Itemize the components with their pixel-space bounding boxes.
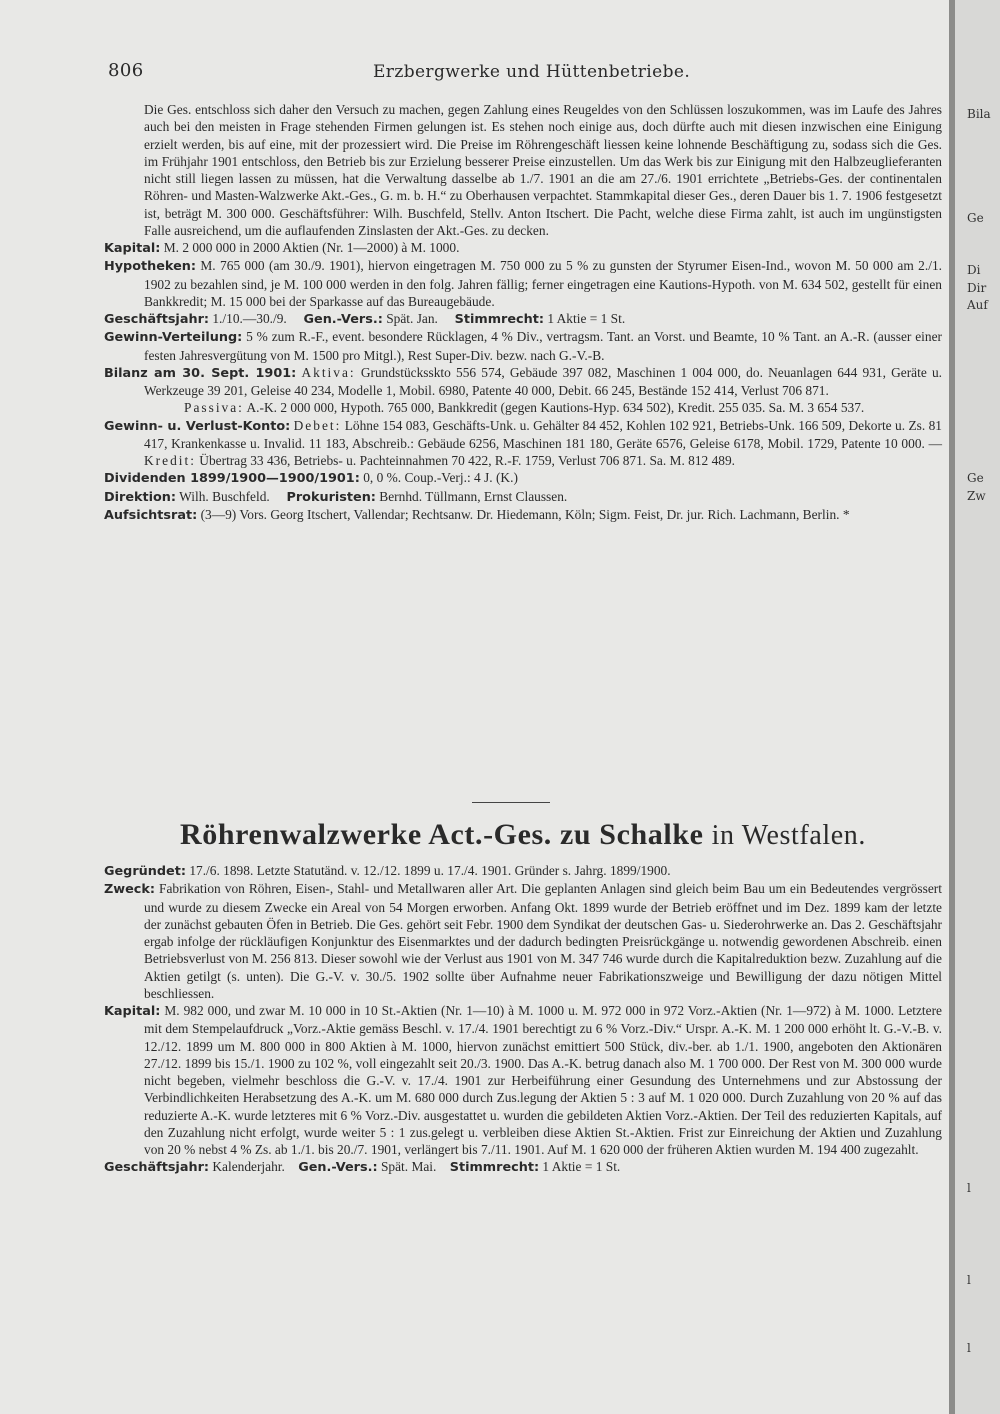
entry-text: 0, 0 %. Coup.-Verj.: 4 J. (K.) xyxy=(363,470,518,486)
entry-text: 1 Aktie = 1 St. xyxy=(547,311,626,326)
entry-label: Kapital: xyxy=(104,1004,161,1019)
section-previous-company xyxy=(104,101,942,524)
margin-fragment: Ge xyxy=(967,211,984,225)
entry-text: 5 % zum R.-F., event. besondere Rücklagen, 4 % Div., vertragsm. Tant. an Vorst. und Beamte, 10 % Tant. an A.-R. (ausser einer festen Jahresvergütung von M. 1500 pro Mitgl.), Rest Super-Div. bezw. nach G.-V.-B. xyxy=(144,329,942,363)
page-header xyxy=(108,60,948,86)
entry-text: Löhne 154 083, Geschäfts-Unk. u. Gehälter 84 452, Kohlen 102 921, Betriebs-Unk. 166 509, Dekorte u. Zs. 81 417, Krankenkasse u. Invalid. 11 183, Abschreib.: Gebäude 6256, Maschinen 181 180, Geräte 6576, Geleise 6178, Mobil. 1729, Patente 10 000. — xyxy=(144,417,942,451)
company-heading xyxy=(104,818,942,852)
entry-label: Zweck: xyxy=(104,882,155,898)
entry-label: Direktion: xyxy=(104,489,177,505)
page-number: 806 xyxy=(108,60,144,81)
margin-fragment: Di xyxy=(967,263,981,277)
entry-aufsichtsrat xyxy=(104,506,942,524)
entry-text: Bernhd. Tüllmann, Ernst Claussen. xyxy=(379,488,568,504)
entry-text: A.-K. 2 000 000, Hypoth. 765 000, Bankkredit (gegen Kautions-Hyp. 634 502), Kredit. 255 035. Sa. M. 3 654 537. xyxy=(246,400,865,416)
margin-fragments xyxy=(963,0,998,1414)
entry-label: Geschäftsjahr: xyxy=(104,1160,209,1176)
passiva-word: Passiva: xyxy=(184,400,244,416)
entry-bilanz xyxy=(104,364,942,400)
entry-label: Gen.-Vers.: xyxy=(303,312,383,327)
entry-direktion xyxy=(104,488,942,506)
kredit-word: Kredit: xyxy=(144,453,196,468)
entry-hypotheken xyxy=(104,257,942,310)
margin-fragment: Ge xyxy=(967,471,984,485)
entry-text: 1./10.—30./9. xyxy=(212,311,287,326)
entry-text: M. 765 000 (am 30./9. 1901), hiervon eingetragen M. 750 000 zu 5 % zu gunsten der Styrumer Eisen-Ind., wovon M. 50 000 am 2./1. 1902 zu bezahlen sind, je M. 100 000 werden in den folg. Jahren fällig; ferner eingetragen eine Kautions-Hypoth. von M. 634 502, gestellt für einen Bankkredit; M. 15 000 bei der Sparkasse auf das Bureaugebäude. xyxy=(144,258,942,309)
intro-paragraph: Die Ges. entschloss sich daher den Versuch zu machen, gegen Zahlung eines Reugeldes von den Schlüssen loszukommen, was im Laufe des Jahres auch bei den meisten in Frage stehenden Firmen gelungen ist. Es stehen noch einige aus, doch dürfte auch mit diesen inzwischen eine Einigung erzielt werden, bis auf eine, mit der prozessiert wird. Die Preise im Röhrengeschäft liessen keine lohnende Beschäftigung zu, sodass sich die Ges. im Frühjahr 1901 entschloss, den Betrieb bis zur Erzielung besserer Preise einzustellen. Um das Werk bis zur Einigung mit den Halbzeuglieferanten nicht still liegen lassen zu müssen, hat die Verwaltung dasselbe ab 1./7. 1901 an die am 27./6. 1901 errichtete „Betriebs-Ges. der continentalen Röhren- und Masten-Walzwerke Akt.-Ges., G. m. b. H.“ zu Oberhausen verpachtet. Stammkapital dieser Ges., deren Dauer bis 1. 7. 1906 festgesetzt ist, beträgt M. 300 000. Geschäftsführer: Wilh. Buschfeld, Stellv. Anton Itschert. Die Pacht, welche diese Firma zahlt, ist auch im ungünstigsten Falle ausreichend, um die auflaufenden Zinslasten der Akt.-Ges. zu decken. xyxy=(144,102,942,238)
entry-text: Grundstücksskto 556 574, Gebäude 397 082, Maschinen 1 004 000, do. Neuanlagen 644 931, Geräte u. Werkzeuge 39 201, Geleise 40 234, Modelle 1, Mobil. 6980, Patente 40 000, Debit. 66 245, Bestände 152 414, Verlust 706 871. xyxy=(144,364,942,398)
entry-gewinn-verlust xyxy=(104,417,942,470)
running-title: Erzbergwerke und Hüttenbetriebe. xyxy=(373,62,691,82)
debet-word: Debet: xyxy=(293,417,342,433)
margin-fragment: l xyxy=(967,1181,971,1195)
entry-label: Kapital: xyxy=(104,241,161,256)
entry-text: 1 Aktie = 1 St. xyxy=(542,1159,621,1175)
entry-label: Bilanz am 30. Sept. 1901: xyxy=(104,365,297,381)
margin-fragment: Zw xyxy=(967,489,986,503)
entry-label: Gegründet: xyxy=(104,864,186,879)
margin-fragment: l xyxy=(967,1273,971,1287)
entry-text: Spät. Jan. xyxy=(386,311,438,326)
entry-text: Spät. Mai. xyxy=(380,1159,437,1175)
entry-label: Stimmrecht: xyxy=(454,312,544,327)
entry-dividenden xyxy=(104,469,942,487)
entry-label: Stimmrecht: xyxy=(449,1160,540,1176)
company-location: in Westfalen. xyxy=(711,820,866,851)
entry-label: Gewinn- u. Verlust-Konto: xyxy=(104,418,291,434)
section-roehrenwalzwerke xyxy=(104,862,942,1177)
entry-gewinn-verteilung xyxy=(104,328,942,364)
margin-fragment: Auf xyxy=(967,298,988,312)
entry-text: 17./6. 1898. Letzte Statutänd. v. 12./12. 1899 u. 17./4. 1901. Gründer s. Jahrg. 1899/1900. xyxy=(189,863,671,878)
entry-label: Dividenden 1899/1900—1900/1901: xyxy=(104,471,360,487)
margin-fragment: l xyxy=(967,1341,971,1355)
entry-label: Gen.-Vers.: xyxy=(298,1160,378,1176)
entry-zweck xyxy=(104,880,942,1002)
entry-text: (3—9) Vors. Georg Itschert, Vallendar; Rechtsanw. Dr. Hiedemann, Köln; Sigm. Feist, Dr. jur. Rich. Lachmann, Berlin. * xyxy=(200,506,850,522)
entry-label: Aufsichtsrat: xyxy=(104,507,198,523)
aktiva-word: Aktiva: xyxy=(301,364,356,380)
entry-text: M. 982 000, und zwar M. 10 000 in 10 St.-Aktien (Nr. 1—10) à M. 1000 u. M. 972 000 in 972 Vorz.-Aktien (Nr. 1—972) à M. 1000. Letztere mit dem Stempelaufdruck „Vorz.-Aktie gemäss Beschl. v. 17./4. 1901 berechtigt zu 6 % Vorz.-Div.“ Urspr. A.-K. M. 1 200 000 erhöht lt. G.-V.-B. v. 12./12. 1899 um M. 800 000 in 800 Aktien à M. 1000, hiervon zunächst emittiert 500 Stück, div.-ber. ab 1./1. 1900, angeboten den Aktionären 27./12. 1899 bis 15./1. 1900 zu 102 %, voll eingezahlt seit 20./3. 1900. Das A.-K. betrug danach also M. 1 700 000. Der Rest von M. 300 000 wurde nicht begeben, vielmehr beschloss die G.-V. v. 17./4. 1901 zur Herbeiführung einer Gesundung des Unternehmens und zur Abstossung der Verbindlichkeiten Herabsetzung des A.-K. um M. 680 000 durch Zus.legung der Aktien 5 : 3 auf M. 1 020 000. Durch Zuzahlung von 20 % auf das reduzierte A.-K. wurde letzteres mit 6 % Vorz.-Div. ausgestattet u. wurden die gebildeten Aktien Vorz.-Aktien. Der Teil des reduzierten Kapitals, auf den Zuzahlung nicht erfolgt, wurde weiter 5 : 1 zus.gelegt u. verbleiben diese Aktien St.-Aktien. Frist zur Einreichung der Aktien und Zuzahlung von 20 % nebst 4 % Zs. ab 1./1. bis 20./7. 1901, verlängert bis 7./11. 1901. Auf M. 1 620 000 der früheren Aktien wurden M. 194 400 zugezahlt. xyxy=(144,1003,942,1157)
entry-kapital xyxy=(104,239,942,257)
entry-text: Kalenderjahr. xyxy=(212,1159,285,1175)
entry-label: Hypotheken: xyxy=(104,259,196,275)
entry-label: Geschäftsjahr: xyxy=(104,312,209,327)
margin-fragment: Dir xyxy=(967,281,987,295)
entry-geschaeftsjahr xyxy=(104,1158,942,1176)
entry-geschaeftsjahr xyxy=(104,310,942,328)
margin-fragment: Bila xyxy=(967,107,991,121)
entry-label: Gewinn-Verteilung: xyxy=(104,330,243,346)
entry-kapital xyxy=(104,1002,942,1158)
entry-text: Wilh. Buschfeld. xyxy=(179,488,270,504)
entry-gegruendet xyxy=(104,862,942,880)
entry-text: M. 2 000 000 in 2000 Aktien (Nr. 1—2000) à M. 1000. xyxy=(163,240,460,255)
entry-text: Übertrag 33 436, Betriebs- u. Pachteinnahmen 70 422, R.-F. 1759, Verlust 706 871. Sa. M. 812 489. xyxy=(199,453,736,468)
entry-text: Fabrikation von Röhren, Eisen-, Stahl- und Metallwaren aller Art. Die geplanten Anlagen sind gleich beim Bau um ein Bedeutendes vergrössert und wurde zu diesem Zwecke ein Areal von 54 Morgen erworben. Anfang Okt. 1899 wurde der Betrieb eröffnet und im Dez. 1899 kam der letzte der zunächst gebauten Öfen in Betrieb. Die Ges. gehört seit Febr. 1900 dem Syndikat der deutschen Gas- u. Siederohrwerke an. Das 2. Geschäftsjahr ergab infolge der rückläufigen Konjunktur des Eisenmarktes und der dadurch bedingten Preisrückgänge u. notwendig gewordenen Abschreib. einen Betriebsverlust von M. 256 813. Dieser sowohl wie der Verlust aus 1901 von M. 347 746 wurde durch die Kapitalreduktion bezw. Zuzahlung auf die Aktien getilgt (s. unten). Die G.-V. v. 30./5. 1902 sollte über Aufnahme neuer Fabrikationszweige und Bewilligung der dazu nötigen Mittel beschliessen. xyxy=(144,881,942,1001)
company-name: Röhrenwalzwerke Act.-Ges. zu Schalke xyxy=(180,818,704,851)
entry-passiva xyxy=(104,399,942,416)
section-divider xyxy=(472,802,550,803)
entry-label: Prokuristen: xyxy=(286,489,376,505)
